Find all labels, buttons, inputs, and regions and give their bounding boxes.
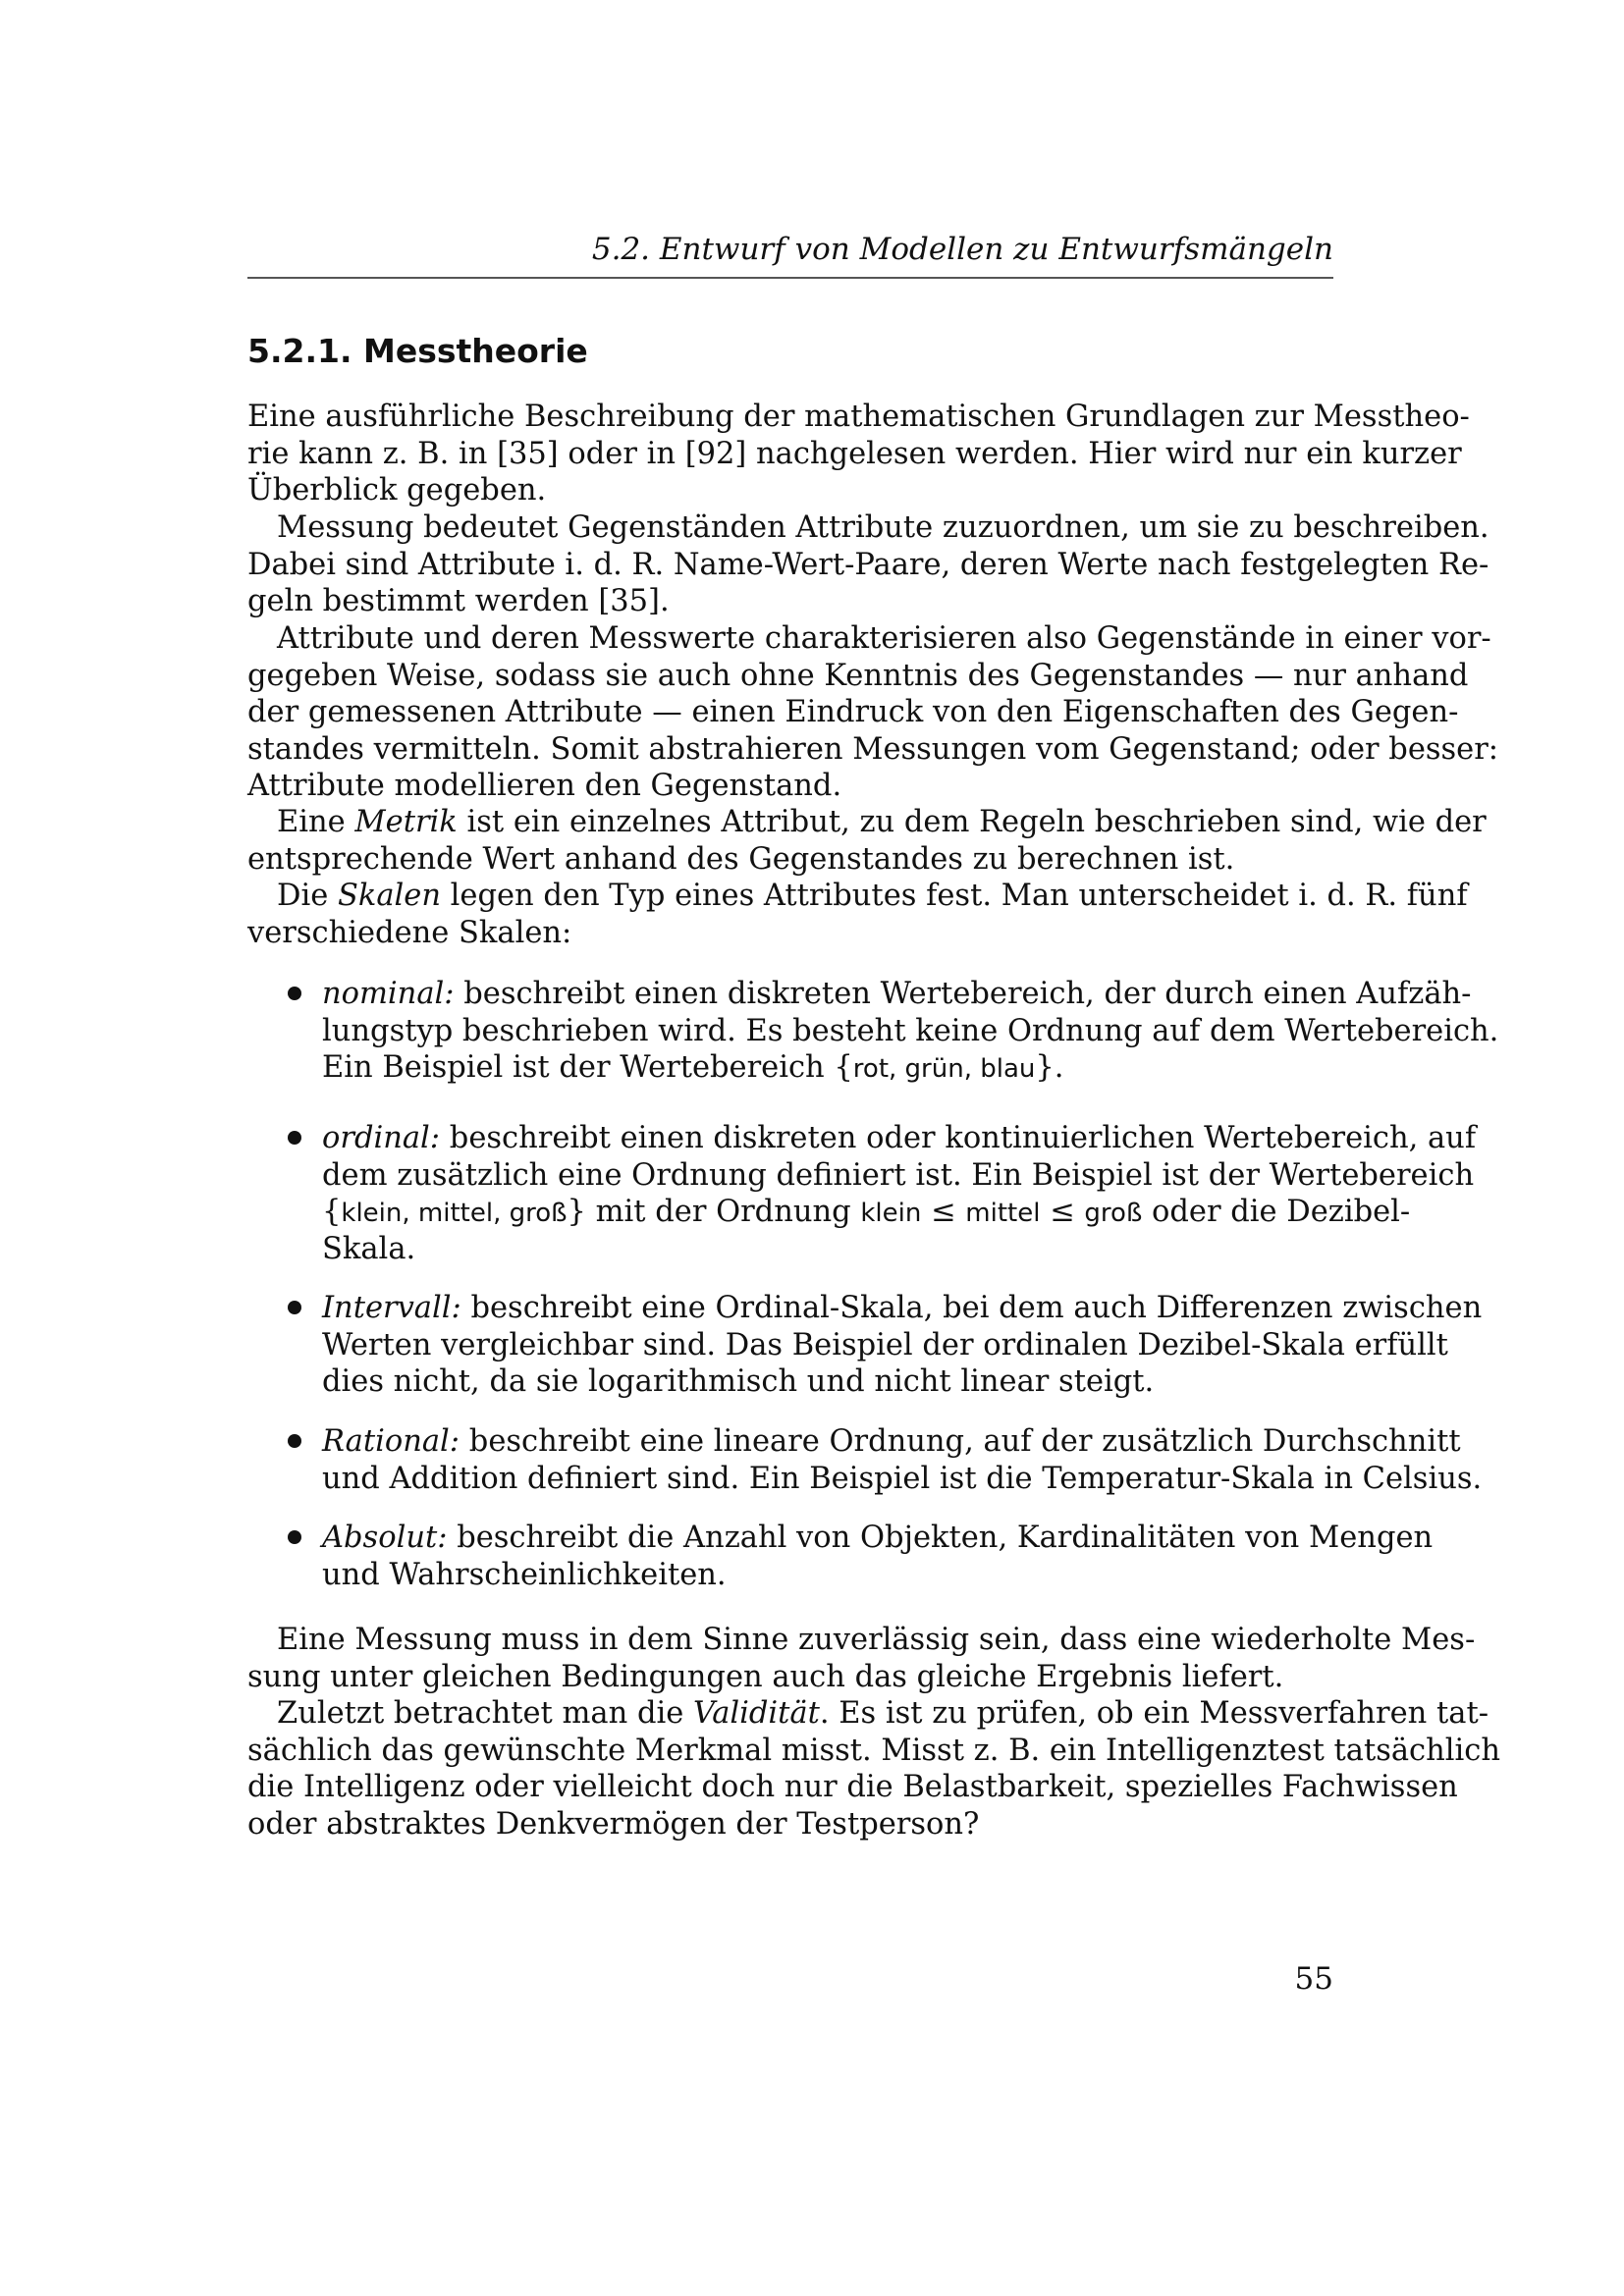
header-rule: [247, 277, 1333, 279]
set-notation: klein: [860, 1199, 922, 1228]
text-run: oder die Dezibel-: [1142, 1195, 1411, 1229]
text-run: Überblick gegeben.: [247, 473, 547, 507]
text-run: oder abstraktes Denkvermögen der Testperson?: [247, 1806, 980, 1842]
bullet-icon: [288, 1301, 301, 1314]
bullet-icon: [288, 1131, 301, 1145]
text-run: und Wahrscheinlichkeiten.: [322, 1557, 727, 1592]
text-line: [247, 914, 1333, 953]
text-run: lungstyp beschrieben wird. Es besteht keine Ordnung auf dem Wertebereich.: [322, 1013, 1499, 1048]
emphasis: nominal:: [322, 977, 455, 1011]
text-run: Die: [277, 879, 338, 913]
text-line: [322, 1230, 1333, 1269]
text-run: Werten vergleichbar sind. Das Beispiel der ordinalen Dezibel-Skala erfüllt: [322, 1327, 1448, 1362]
text-line: [247, 1658, 1333, 1697]
text-line: [247, 767, 1333, 806]
text-line: [247, 582, 1333, 621]
text-run: rie kann z. B. in [35] oder in [92] nachgelesen werden. Hier wird nur ein kurzer: [247, 436, 1462, 471]
text-line: [322, 1556, 1333, 1595]
text-line: [247, 1805, 1333, 1844]
text-run: Skala.: [322, 1231, 416, 1266]
text-line: [247, 508, 1489, 548]
text-run: ist ein einzelnes Attribut, zu dem Regeln beschrieben sind, wie der: [457, 805, 1487, 839]
text-run: Ein Beispiel ist der Wertebereich {: [322, 1050, 853, 1085]
text-run: ≤: [921, 1195, 966, 1229]
text-run: verschiedene Skalen:: [247, 915, 572, 950]
text-run: der gemessenen Attribute — einen Eindruck von den Eigenschaften des Gegen-: [247, 695, 1459, 729]
text-run: beschreibt einen diskreten oder kontinuierlichen Wertebereich, auf: [440, 1121, 1477, 1155]
text-line: [322, 1289, 1483, 1328]
text-line: [322, 1326, 1448, 1365]
text-line: [247, 840, 1333, 880]
text-run: . Es ist zu prüfen, ob ein Messverfahren tat-: [819, 1696, 1489, 1731]
set-notation: rot, grün, blau: [852, 1054, 1036, 1084]
text-run: Zuletzt betrachtet man die: [277, 1696, 693, 1731]
text-line: [247, 693, 1459, 732]
emphasis: Skalen: [337, 879, 441, 913]
text-run: Eine: [277, 805, 355, 839]
text-run: beschreibt einen diskreten Wertebereich, der durch einen Aufzäh-: [454, 977, 1472, 1011]
text-run: gegeben Weise, sodass sie auch ohne Kenntnis des Gegenstandes — nur anhand: [247, 658, 1469, 693]
text-run: Attribute und deren Messwerte charakterisieren also Gegenstände in einer vor-: [277, 621, 1491, 656]
text-line: [322, 1156, 1475, 1196]
text-line: [247, 803, 1487, 842]
text-run: Eine Messung muss in dem Sinne zuverlässig sein, dass eine wiederholte Mes-: [277, 1623, 1476, 1657]
text-run: legen den Typ eines Attributes fest. Man unterscheidet i. d. R. fünf: [440, 879, 1468, 913]
text-run: }.: [1035, 1050, 1064, 1085]
text-line: [247, 619, 1491, 659]
text-line: [247, 1694, 1489, 1734]
text-run: beschreibt die Anzahl von Objekten, Kardinalitäten von Mengen: [447, 1521, 1434, 1555]
text-run: sächlich das gewünschte Merkmal misst. Misst z. B. ein Intelligenztest tatsächlich: [247, 1733, 1501, 1768]
set-notation: mittel: [965, 1199, 1041, 1228]
text-line: [322, 1460, 1483, 1499]
emphasis: Absolut:: [322, 1521, 448, 1555]
text-run: Messung bedeutet Gegenständen Attribute zuzuordnen, um sie zu beschreiben.: [277, 510, 1489, 545]
emphasis: ordinal:: [322, 1121, 441, 1155]
text-line: [247, 730, 1499, 770]
emphasis: Rational:: [322, 1424, 460, 1459]
text-run: die Intelligenz oder vielleicht doch nur die Belastbarkeit, spezielles Fachwissen: [247, 1770, 1458, 1804]
bullet-icon: [288, 987, 301, 1000]
text-run: und Addition definiert sind. Ein Beispiel ist die Temperatur-Skala in Celsius.: [322, 1461, 1483, 1496]
text-line: [322, 1362, 1333, 1402]
text-line: [322, 1012, 1499, 1051]
text-run: Dabei sind Attribute i. d. R. Name-Wert-Paare, deren Werte nach festgelegten Re-: [247, 547, 1489, 582]
bullet-icon: [288, 1530, 301, 1544]
text-line: [247, 435, 1462, 474]
text-run: {: [322, 1195, 342, 1229]
text-run: Eine ausführliche Beschreibung der mathematischen Grundlagen zur Messtheo-: [247, 400, 1470, 434]
text-run: sung unter gleichen Bedingungen auch das gleiche Ergebnis liefert.: [247, 1659, 1284, 1694]
text-line: [247, 471, 1333, 510]
text-line: [322, 1519, 1434, 1558]
text-line: [247, 398, 1470, 437]
set-notation: klein, mittel, groß: [341, 1199, 568, 1228]
running-head: 5.2. Entwurf von Modellen zu Entwurfsmängeln: [591, 232, 1333, 267]
text-line: [322, 975, 1472, 1014]
emphasis: Metrik: [354, 805, 458, 839]
emphasis: Validität: [692, 1696, 820, 1731]
page-number: 55: [1294, 1961, 1333, 1997]
text-line: [247, 877, 1468, 916]
text-line: [322, 1119, 1477, 1158]
text-line: [247, 657, 1469, 696]
text-line: [247, 1621, 1476, 1660]
text-line: [247, 1768, 1458, 1807]
bullet-icon: [288, 1434, 301, 1448]
set-notation: groß: [1084, 1199, 1143, 1228]
text-line: [322, 1048, 1333, 1088]
text-line: [322, 1193, 1411, 1232]
text-run: geln bestimmt werden [35].: [247, 584, 670, 618]
text-line: [322, 1422, 1461, 1462]
text-run: entsprechende Wert anhand des Gegenstandes zu berechnen ist.: [247, 841, 1235, 877]
text-run: standes vermitteln. Somit abstrahieren Messungen vom Gegenstand; oder besser:: [247, 731, 1499, 767]
text-run: dem zusätzlich eine Ordnung definiert ist. Ein Beispiel ist der Wertebereich: [322, 1157, 1475, 1193]
section-title: 5.2.1. Messtheorie: [247, 332, 588, 370]
text-run: beschreibt eine lineare Ordnung, auf der zusätzlich Durchschnitt: [460, 1424, 1461, 1459]
text-run: } mit der Ordnung: [567, 1195, 861, 1229]
text-run: beschreibt eine Ordinal-Skala, bei dem auch Differenzen zwischen: [460, 1291, 1483, 1325]
text-line: [247, 546, 1489, 585]
text-run: Attribute modellieren den Gegenstand.: [247, 769, 842, 803]
text-run: ≤: [1040, 1195, 1085, 1229]
text-line: [247, 1732, 1501, 1771]
text-run: dies nicht, da sie logarithmisch und nicht linear steigt.: [322, 1364, 1155, 1399]
emphasis: Intervall:: [322, 1291, 461, 1325]
